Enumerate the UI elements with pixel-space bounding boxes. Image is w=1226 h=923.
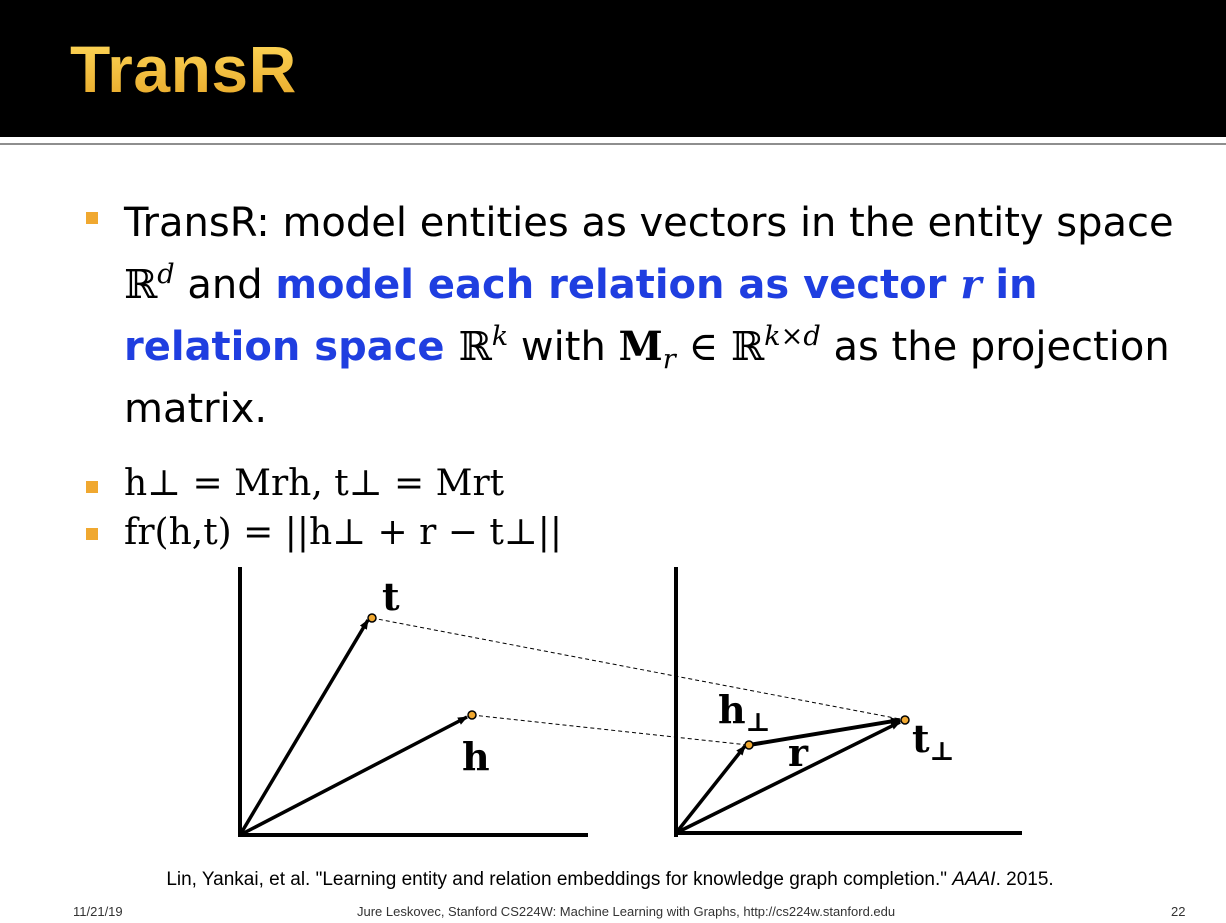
bullet-main-text: TransR: model entities as vectors in the entity space ℝ$^d$ and model each relation as vector r in relation space ℝ$^k$ with $M_r$ ∈ ℝ$^{k\times d}$ as the projection matrix. — [124, 200, 1174, 432]
footer-date: 11/21/19 — [73, 904, 123, 919]
label-h-perp: $h_\perp$ — [718, 687, 771, 738]
point-t-perp — [901, 716, 909, 724]
point-h-perp — [745, 741, 753, 749]
label-t-perp: $t_\perp$ — [912, 716, 955, 767]
footer-course: Jure Leskovec, Stanford CS224W: Machine Learning with Graphs, http://cs224w.stanford.edu — [357, 904, 896, 919]
label-r: r — [788, 730, 809, 775]
point-t — [368, 614, 376, 622]
projection-line-t — [372, 618, 905, 720]
projection-equation: h⊥ = Mrh, t⊥ = Mrt — [124, 463, 505, 504]
projection-line-h — [472, 715, 748, 745]
slide-title: TransR — [70, 32, 297, 106]
vector-h-perp — [676, 746, 745, 833]
label-t: t — [382, 574, 400, 619]
footer-page-number: 22 — [1171, 904, 1186, 919]
label-h: h — [462, 734, 490, 779]
entity-space-axes — [238, 567, 588, 837]
citation: Lin, Yankai, et al. "Learning entity and relation embeddings for knowledge graph completion." AAAI. 2015. — [166, 869, 1054, 890]
emphasis-text: model each relation as vector r in relation space — [124, 261, 1038, 370]
score-function-equation: fr(h,t) = ||h⊥ + r − t⊥|| — [124, 512, 562, 553]
point-h — [468, 711, 476, 719]
